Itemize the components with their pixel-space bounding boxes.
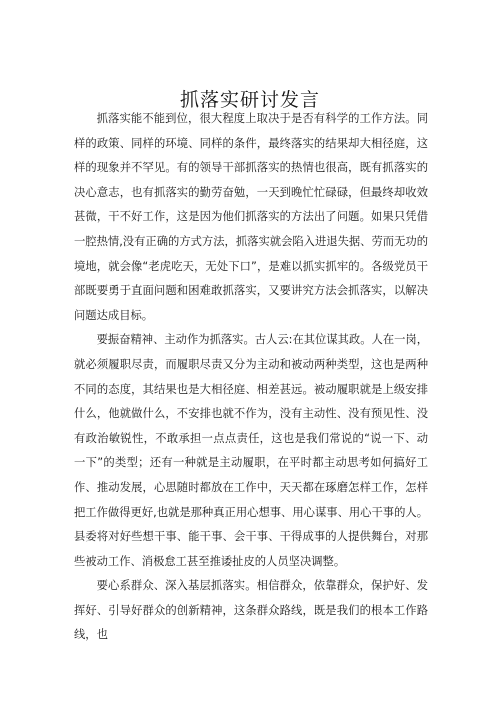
paragraph-method: 抓落实能不能到位，很大程度上取决于是否有科学的工作方法。同样的政策、同样的环境、同样的条件，最终落实的结果却大相径庭，这样的现象并不罕见。有的领导干部抓落实的热情也很高，既有抓落实的决心意志，也有抓落实的勤劳奋勉，一天到晚忙忙碌碌，但最终却收效甚微，干不好工作，这是因为他们抓落实的方法出了问题。如果只凭借一腔热情,没有正确的方式方法，抓落实就会陷入进退失据、劳而无功的境地，就会像“老虎吃天，无处下口”，是难以抓实抓牢的。各级党员干部既要勇于直面问题和困难敢抓落实，又要讲究方法会抓落实，以解决问题达成目标。 (74, 112, 428, 322)
paragraph-grassroots: 要心系群众、深入基层抓落实。相信群众，依靠群众，保护好、发挥好、引导好群众的创新精神，这条群众路线，既是我们的根本工作路线，也 (74, 579, 428, 642)
document-body (74, 107, 428, 648)
paragraph-initiative: 要振奋精神、主动作为抓落实。古人云:在其位谋其政。人在一岗，就必须履职尽责，而履职尽责又分为主动和被动两种类型，这也是两种不同的态度，其结果也是大相径庭、相差甚远。被动履职就是上级安排什么，他就做什么，不安排也就不作为，没有主动性、没有预见性、没有政治敏锐性，不敢承担一点点责任，这也是我们常说的“说一下、动一下”的类型；还有一种就是主动履职，在平时都主动思考如何搞好工作、推动发展，心思随时都放在工作中，天天都在琢磨怎样工作，怎样把工作做得更好,也就是那种真正用心想事、用心谋事、用心干事的人。县委将对好些想干事、能干事、会干事、干得成事的人提供舞台，对那些被动工作、消极怠工甚至推诿扯皮的人员坚决调整。 (74, 333, 429, 568)
document-title: 抓落实研讨发言 (179, 88, 320, 111)
